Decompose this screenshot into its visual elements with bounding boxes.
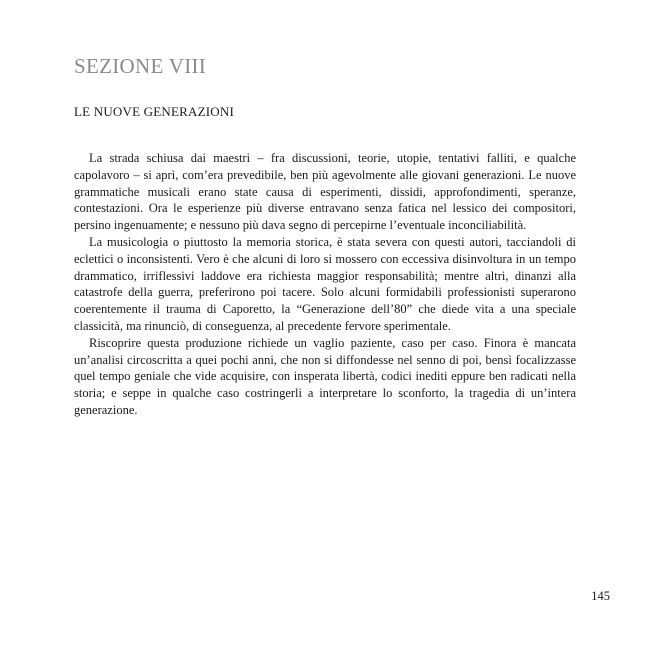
paragraph-2: La musicologia o piuttosto la memoria storica, è stata severa con questi autori, tacciandoli di eclettici o inconsistenti. Vero è che alcuni di loro si mossero con eccessiva disinvoltura in un tempo drammatico, irriflessivi laddove era richiesta maggior responsabilità; mentre altri, dinanzi alla catastrofe della guerra, preferirono poi tacere. Solo alcuni formidabili professionisti superarono coerentemente il trauma di Caporetto, la “Generazione dell’80” che diede vita a una speciale classicità, ma rinunciò, di conseguenza, al precedente fervore sperimentale.	[74, 234, 576, 333]
chapter-title: LE NUOVE GENERAZIONI	[74, 104, 234, 119]
paragraph-1: La strada schiusa dai maestri – fra discussioni, teorie, utopie, tentativi falliti, e qualche capolavoro – si aprì, com’era prevedibile, ben più agevolmente alle giovani generazioni. Le nuove grammatiche musicali erano state causa di esperimenti, dissidi, approfondimenti, speranze, contestazioni. Ora le esperienze più diverse entravano senza fatica nel lessico dei compositori, persino ingenuamente; e nessuno più dava segno di percepirne l’eventuale inconciliabilità.	[74, 151, 576, 233]
paragraph-3: Riscoprire questa produzione richiede un vaglio paziente, caso per caso. Finora è mancata un’analisi circoscritta a quei pochi anni, che non si diffondesse nel senno di poi, bensì focalizzasse quel tempo geniale che vide acquisire, con insperata libertà, codici inediti eppure ben radicati nella storia; e seppe in qualche caso costringerli a interpretare lo sconforto, la tragedia di un’intera generazione.	[74, 335, 576, 417]
page-number: 145	[591, 589, 610, 603]
section-title: SEZIONE VIII	[74, 54, 207, 78]
body-text	[74, 150, 576, 419]
